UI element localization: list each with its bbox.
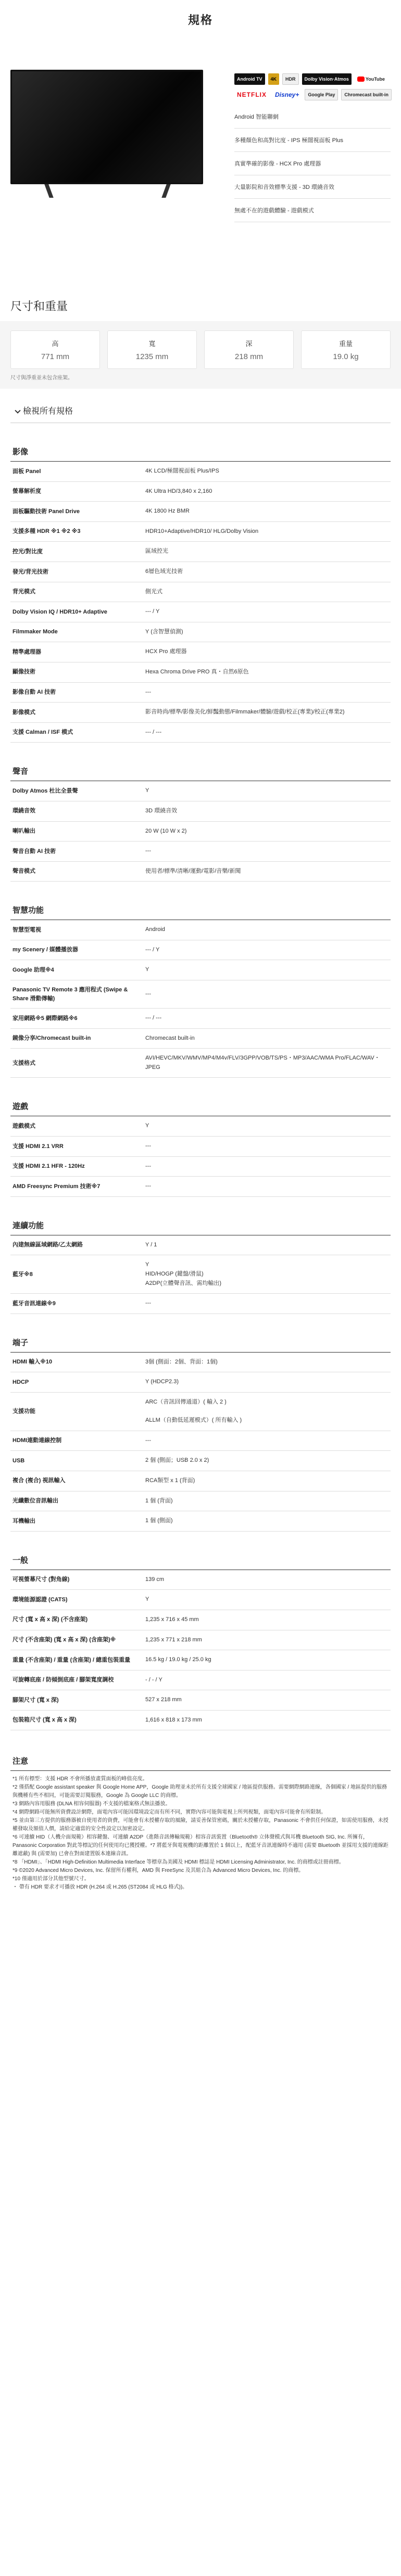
notes-list [10,1771,391,1892]
spec-key: my Scenery / 媒體播放器 [12,947,78,953]
spec-value: 2 個 (側面；USB 2.0 x 2) [145,1457,209,1464]
spec-key: 喇叭輸出 [12,828,35,835]
spec-key: 環境能源認證 (CATS) [12,1596,68,1603]
spec-value: --- [145,1183,151,1190]
spec-value: Y [145,1596,149,1603]
spec-row [10,781,391,801]
spec-row [10,1630,391,1651]
spec-value: Y HID/HOGP (鍵盤/滑鼠) A2DP(立體聲音訊、需均輸出) [145,1261,222,1286]
spec-section-title: 一般 [10,1550,391,1570]
youtube-logo [355,73,387,85]
spec-value: Chromecast built-in [145,1035,195,1041]
spec-value: Y [145,966,149,973]
spec-key: 影像自動 AI 技術 [12,689,56,696]
spec-value: --- [145,1300,151,1307]
youtube-logo-text: YouTube [365,76,385,82]
spec-key: Filmmaker Mode [12,629,58,635]
notes-section [10,1751,391,1892]
spec-row [10,1157,391,1177]
spec-value: --- / --- [145,1015,162,1022]
spec-row [10,1177,391,1197]
spec-value: 1,235 x 771 x 218 mm [145,1636,202,1643]
spec-value: 1 個 (背面) [145,1497,173,1504]
spec-key: 支援 Calman / ISF 模式 [12,729,73,736]
spec-row [10,602,391,622]
spec-section [10,1550,391,1731]
spec-row [10,482,391,502]
spec-key: 尺寸 (寬 x 高 x 深) (不含座架) [12,1616,88,1623]
spec-key: Dolby Atmos 杜比全景聲 [12,787,78,794]
spec-value: Y / 1 [145,1241,157,1248]
tv-stand-right [161,184,170,198]
spec-value: 3D 環繞音效 [145,807,178,814]
spec-row [10,1610,391,1630]
depth-label: 深 [245,340,253,348]
spec-value: 使用者/標準/清晰/運動/電影/音樂/新聞 [145,868,241,874]
height-label: 高 [52,340,59,348]
spec-key: 可旋轉底座 / 防傾倒底座 / 腳架寬度調校 [12,1677,114,1684]
spec-row [10,622,391,643]
spec-row [10,1353,391,1373]
spec-key: 光纖數位音訊輸出 [12,1498,58,1504]
spec-value: Y [145,1123,149,1129]
spec-value: 527 x 218 mm [145,1697,182,1703]
logo-row-1 [234,73,391,85]
spec-value: Y (HDCP2.3) [145,1379,179,1385]
youtube-play-icon [357,76,365,82]
spec-row [10,723,391,743]
spec-key: 顯像技術 [12,669,35,675]
notes-title: 注意 [10,1751,391,1771]
spec-row [10,462,391,482]
spec-key: 螢幕解析度 [12,488,41,495]
view-all-specs-label: 檢視所有規格 [23,407,73,416]
spec-key: 背光模式 [12,589,35,595]
spec-value: HCX Pro 處理器 [145,648,187,655]
spec-key: 聲音模式 [12,868,35,875]
note-item: *4 網際網路可能無所資費設計網際，面電內容可能因環境設定而有所不同，實際內容可能與電視上所列視類，面電內容可能會有所限制。 [12,1809,327,1816]
spec-row [10,841,391,862]
spec-row [10,1029,391,1049]
spec-row [10,920,391,940]
spec-key: 腳架尺寸 (寬 x 深) [12,1697,59,1703]
spec-row [10,642,391,662]
spec-key: 藍牙音訊連線※9 [12,1300,56,1307]
spec-value: 3個 (側面：2個、背面：1個) [145,1358,218,1365]
spec-value: Hexa Chroma Drive PRO 真・自然6原色 [145,668,249,675]
spec-key: 耳機輸出 [12,1517,35,1524]
spec-key: 可視螢幕尺寸 (對角線) [12,1576,70,1583]
feature-panel [208,37,391,298]
page-title: 規格 [187,14,213,27]
tv-image [10,37,208,298]
spec-section [10,442,391,743]
tv-stand-left [44,184,53,198]
spec-row [10,1009,391,1029]
spec-row [10,1116,391,1137]
spec-value: --- [145,1437,151,1444]
spec-value: 影音時尚/標準/影像美化/鮮豔動態/Filmmaker/體驗/遊戲/校正(專業)/校正(專業2) [145,709,345,716]
logo-row-2 [234,88,391,101]
spec-value: --- / Y [145,608,160,615]
note-item: ・ 帶有 HDR 要求才可播放 HDR (H.264 或 H.265 (ST2084 或 HLG 格式))。 [12,1884,188,1891]
chromecast-logo: Chromecast built-in [341,89,392,100]
weight-label: 重量 [339,340,353,348]
spec-key: 影像模式 [12,709,35,716]
spec-value: Y (含智慧偵測) [145,628,183,635]
spec-value: HDR10+Adaptive/HDR10/ HLG/Dolby Vision [145,528,259,534]
spec-row [10,582,391,603]
spec-value: 20 W (10 W x 2) [145,827,187,834]
spec-section-title: 影像 [10,442,391,462]
spec-row [10,1471,391,1491]
spec-row [10,1372,391,1393]
spec-row [10,1570,391,1590]
spec-key: Google 助理※4 [12,967,54,974]
spec-row [10,1451,391,1471]
spec-row [10,1294,391,1314]
view-all-specs-toggle[interactable] [10,398,391,423]
spec-value: --- [145,1163,151,1169]
spec-section [10,900,391,1078]
spec-key: 鏡像分享/Chromecast built-in [12,1035,91,1042]
spec-key: 面板 Panel [12,468,41,475]
size-weight-note: 尺寸與淨重並未包含座架。 [10,375,73,381]
spec-value: --- / --- [145,729,162,735]
spec-key: 聲音自動 AI 技術 [12,848,56,855]
spec-key: 面板驅動技術 Panel Drive [12,508,80,515]
size-weight-cards [10,330,391,369]
spec-key: Dolby Vision IQ / HDR10+ Adaptive [12,608,107,615]
spec-key: HDMI連動連線控制 [12,1437,62,1444]
disney-plus-logo: Disney+ [275,91,299,98]
note-item: *5 並由第三方提供的服務器被自使用者的資費，可能會有未授權存取的風險，請妥善保管密碼，關於未授權存取，Panasonic 不會供任何保證，如需使用服務，未授權發取及額值人價，請給定適當的安全性設定以加密設定。 [12,1818,389,1832]
spec-value: 區域控光 [145,548,168,555]
android-tv-logo: Android TV [234,73,265,85]
spec-value: Y [145,787,149,794]
spec-value: 139 cm [145,1576,165,1583]
feature-item: 真實準確的影像 - HCX Pro 處理器 [234,152,391,175]
note-item: *1 所有標型：支援 HDR 不會所播放畫質面板的峰值亮度。 [12,1776,148,1782]
spec-row [10,1511,391,1532]
width-label: 寬 [148,340,156,348]
spec-row [10,1137,391,1157]
google-play-logo: Google Play [305,89,338,100]
height-value: 771 mm [41,352,70,361]
spec-row [10,1590,391,1610]
spec-row [10,1690,391,1711]
spec-value: 16.5 kg / 19.0 kg / 25.0 kg [145,1656,211,1663]
feature-item: 多種顏色和高對比度 - IPS 極闊視面板 Plus [234,129,391,152]
spec-value: RCA類型 x 1 (背面) [145,1477,195,1484]
weight-value: 19.0 kg [333,352,359,361]
spec-value: 4K 1800 Hz BMR [145,508,190,515]
spec-key: 遊戲模式 [12,1123,35,1129]
height-card [10,330,100,369]
netflix-logo: NETFLIX [237,91,267,98]
spec-value: --- [145,990,151,997]
spec-row [10,1235,391,1256]
spec-value: --- [145,688,151,695]
spec-key: 藍牙※8 [12,1271,33,1278]
size-weight-title: 尺寸和重量 [10,300,68,313]
spec-key: 重量 (不含座架) / 重量 (含座架) / 總重包裝重量 [12,1656,131,1663]
spec-row [10,522,391,542]
spec-value: Android [145,926,165,933]
spec-value: AVI/HEVC/MKV/WMV/MP4/M4v/FLV/3GPP/VOB/TS/PS・MP3/AAC/WMA Pro/FLAC/WAV・JPEG [145,1055,380,1070]
note-item: *9 ©2020 Advanced Micro Devices, Inc. 保留所有權利，AMD 與 FreeSync 及其組合為 Advanced Micro Devices, Inc. 的商標。 [12,1868,304,1874]
spec-row [10,862,391,882]
spec-section-title: 連續功能 [10,1216,391,1235]
spec-value: 1,616 x 818 x 173 mm [145,1716,202,1723]
spec-value: --- / Y [145,946,160,953]
spec-row [10,801,391,822]
spec-row [10,1670,391,1691]
spec-value: --- [145,1143,151,1150]
spec-key: 支援格式 [12,1060,35,1066]
spec-section [10,1216,391,1314]
spec-section [10,1333,391,1532]
spec-row [10,542,391,562]
4k-logo: 4K [268,73,280,85]
spec-row [10,1049,391,1078]
spec-key: 支援功能 [12,1408,35,1415]
spec-row [10,1393,391,1431]
spec-section [10,1096,391,1196]
spec-key: 精準處理器 [12,648,41,655]
spec-value: - / - / Y [145,1676,162,1683]
spec-value: 4K Ultra HD/3,840 x 2,160 [145,488,212,494]
spec-key: 尺寸 (不含座架) (寬 x 高 x 深) (含座架)※ [12,1637,116,1643]
spec-row [10,1431,391,1451]
note-item: *8 「HDMI」、「HDMI High-Definition Multimedia Interface 等標章為美國及 HDMI 標誌是 HDMI Licensing Administrator, Inc. 的商標或註冊商標。 [12,1859,344,1866]
spec-key: 支援 HDMI 2.1 VRR [12,1143,64,1150]
spec-value: 4K LCD/極闊視面板 Plus/IPS [145,468,219,474]
spec-key: 環繞音效 [12,808,35,814]
spec-row [10,960,391,980]
spec-row [10,1491,391,1512]
spec-key: 支援 HDMI 2.1 HFR - 120Hz [12,1163,85,1170]
spec-value: 側光式 [145,588,162,595]
spec-value: 1 個 (側面) [145,1517,173,1524]
spec-key: USB [12,1457,25,1464]
spec-row [10,703,391,723]
spec-key: 發光/背光技術 [12,568,49,575]
note-item: *3 網路內容用服務 (DLNA 相容伺服器) 不支援的檔案格式無法播放。 [12,1801,171,1807]
feature-item: Android 智能聯網 [234,110,391,129]
chevron-down-icon [15,407,20,413]
feature-item: 無處不在的遊戲體驗 - 遊戲模式 [234,199,391,222]
width-card [107,330,197,369]
note-item: *10 僅適用於部分其他型號尺寸。 [12,1876,90,1882]
dolby-logo: Dolby Vision·Atmos [302,73,352,85]
hero-section [0,37,401,298]
spec-section-title: 智慧功能 [10,900,391,920]
feature-item: 大量影院和音效標準支援 - 3D 環繞音效 [234,175,391,199]
tv-screen [10,70,203,184]
note-item: *2 僅搭配 Google assistant speaker 與 Google Home APP，Google 助理並未於所有支援全球國家 / 地區提供服務。需要網際網路連線，各個國家 / 地區提供的服務與機種有些不相同，可能需要訂閱服務，Google 為 Google LLC 的商標。 [12,1784,387,1799]
width-value: 1235 mm [135,352,169,361]
spec-row [10,822,391,842]
spec-row [10,502,391,522]
spec-section-title: 遊戲 [10,1096,391,1116]
spec-section-title: 聲音 [10,761,391,781]
spec-key: 支援多種 HDR ※1 ※2 ※3 [12,528,81,535]
spec-value: --- [145,848,151,855]
size-weight-panel [0,321,401,389]
spec-row [10,562,391,582]
spec-key: 內建無線區域網路/乙太網路 [12,1242,83,1248]
spec-key: 智慧型電視 [12,926,41,933]
weight-card [301,330,391,369]
spec-value: 1,235 x 716 x 45 mm [145,1616,199,1623]
spec-section [10,761,391,882]
spec-key: Panasonic TV Remote 3 應用程式 (Swipe & Share 滑動傳輸) [12,987,128,1002]
spec-key: AMD Freesync Premium 技術※7 [12,1183,101,1190]
spec-key: 家用網路※5 網際網路※6 [12,1015,78,1022]
spec-value: ARC（音訊回傳通道）( 輸入 2 ) ALLM（自動低延遲模式）( 所有輸入 ) [145,1398,242,1424]
spec-row [10,980,391,1009]
depth-card [204,330,294,369]
spec-sections [0,442,401,1730]
spec-key: HDMI 輸入※10 [12,1359,53,1366]
spec-row [10,1255,391,1294]
spec-row [10,683,391,703]
note-item: *6 可連續 HID（人機介面規範）相容鍵盤、可連續 A2DP（進階音訊傳輸規範）相容音訊裝置（Bluetooth® 立体聲模式與耳機 Bluetooth SIG, Inc. 所擁有，Panasonic Corporation 對此等標記的任何使用均已獲授權。*7 將藍牙與電視機的距離置於 1 個以上，配藍牙音訊連線時不適用 (需要 Bluetooth 並採用支援的連線距離遮蔽) 與 (需要加) 已會在對面建置版本連線音訊。 [12,1834,389,1857]
spec-key: HDCP [12,1379,29,1385]
spec-value: 6層色域光技術 [145,568,183,575]
spec-row [10,1650,391,1670]
feature-list [234,110,391,222]
depth-value: 218 mm [234,352,264,361]
spec-row [10,662,391,683]
spec-row [10,1711,391,1731]
spec-key: 控光/對比度 [12,548,43,555]
spec-row [10,940,391,961]
spec-key: 複合 (複合) 視訊輸入 [12,1477,66,1484]
hdr-logo: HDR [282,73,299,85]
spec-key: 包裝箱尺寸 (寬 x 高 x 深) [12,1717,77,1724]
spec-section-title: 端子 [10,1333,391,1353]
